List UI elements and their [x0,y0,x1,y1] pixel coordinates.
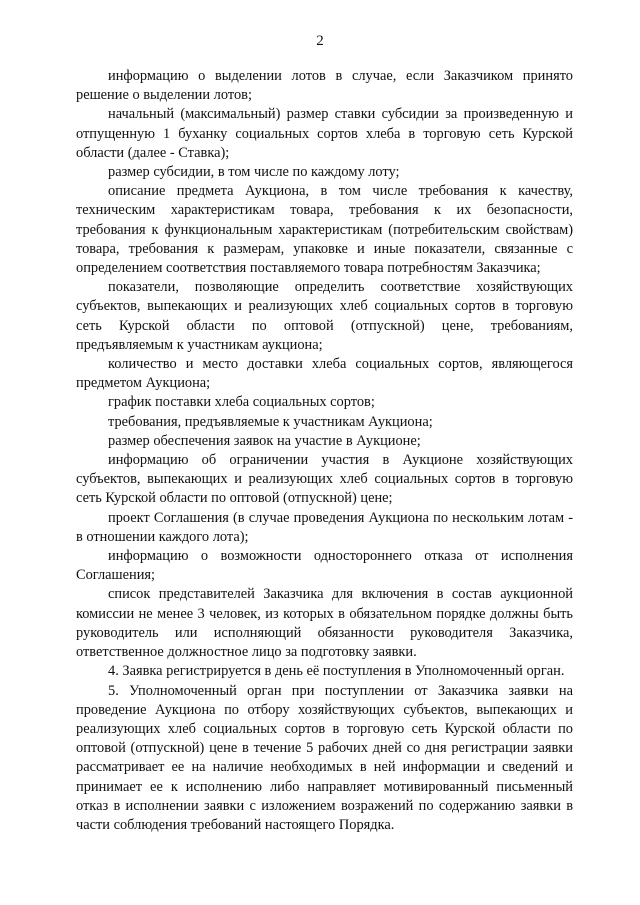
document-body [76,67,573,835]
paragraph-commission-list: список представителей Заказчика для включения в состав аукционной комиссии не менее 3 человек, из которых в обязательном порядке должны быть руководитель или исполняющий обязанности руководителя Заказчика, ответственное должностное лицо за подготовку заявки. [76,586,573,661]
paragraph-subsidy-size: размер субсидии, в том числе по каждому лоту; [108,164,400,181]
paragraph-bid-security: размер обеспечения заявок на участие в Аукционе; [108,432,421,449]
paragraph-participation-restriction: информацию об ограничении участия в Аукционе хозяйствующих субъектов, выпекающих и реализующих хлеб социальных сортов в торговую сеть Курской области по оптовой (отпускной) цене; [76,452,573,507]
paragraph-delivery-schedule: график поставки хлеба социальных сортов; [108,394,375,411]
paragraph-delivery-quantity: количество и место доставки хлеба социальных сортов, являющегося предметом Аукциона; [76,356,573,392]
paragraph-agreement-draft: проект Соглашения (в случае проведения Аукциона по нескольким лотам - в отношении каждого лота); [76,509,573,545]
paragraph-unilateral-refusal: информацию о возможности одностороннего отказа от исполнения Соглашения; [76,548,573,584]
paragraph-initial-rate: начальный (максимальный) размер ставки субсидии за произведенную и отпущенную 1 буханку социальных сортов хлеба в торговую сеть Курской области (далее - Ставка); [76,106,573,161]
paragraph-compliance-indicators: показатели, позволяющие определить соответствие хозяйствующих субъектов, выпекающих и реализующих хлеб социальных сортов в торговую сеть Курской области по оптовой (отпускной) цене, требованиям, предъявляемым к участникам аукциона; [76,279,573,353]
paragraph-item-5: 5. Уполномоченный орган при поступлении от Заказчика заявки на проведение Аукциона по отбору хозяйствующих субъектов, выпекающих и реализующих хлеб социальных сортов в торговую сеть Курской области по оптовой (отпускной) цене в течение 5 рабочих дней со дня регистрации заявки рассматривает ее на наличие необходимых в ней информации и сведений и принимает ее к исполнению либо направляет мотивированный письменный отказ в исполнении заявки с изложением возражений по содержанию заявки в части соблюдения требований настоящего Порядка. [76,682,573,833]
paragraph-auction-subject: описание предмета Аукциона, в том числе требования к качеству, техническим характеристикам товара, требования к их безопасности, требования к функциональным характеристикам (потребительским свойствам) товара, требования к размерам, упаковке и иные показатели, связанные с определением соответствия поставляемого товара потребностям Заказчика; [76,183,573,277]
paragraph-participant-requirements: требования, предъявляемые к участникам Аукциона; [108,413,433,430]
page-number: 2 [316,33,324,49]
paragraph-item-4: 4. Заявка регистрируется в день её поступления в Уполномоченный орган. [108,663,565,680]
paragraph-lots-info: информацию о выделении лотов в случае, если Заказчиком принято решение о выделении лотов; [76,68,573,104]
